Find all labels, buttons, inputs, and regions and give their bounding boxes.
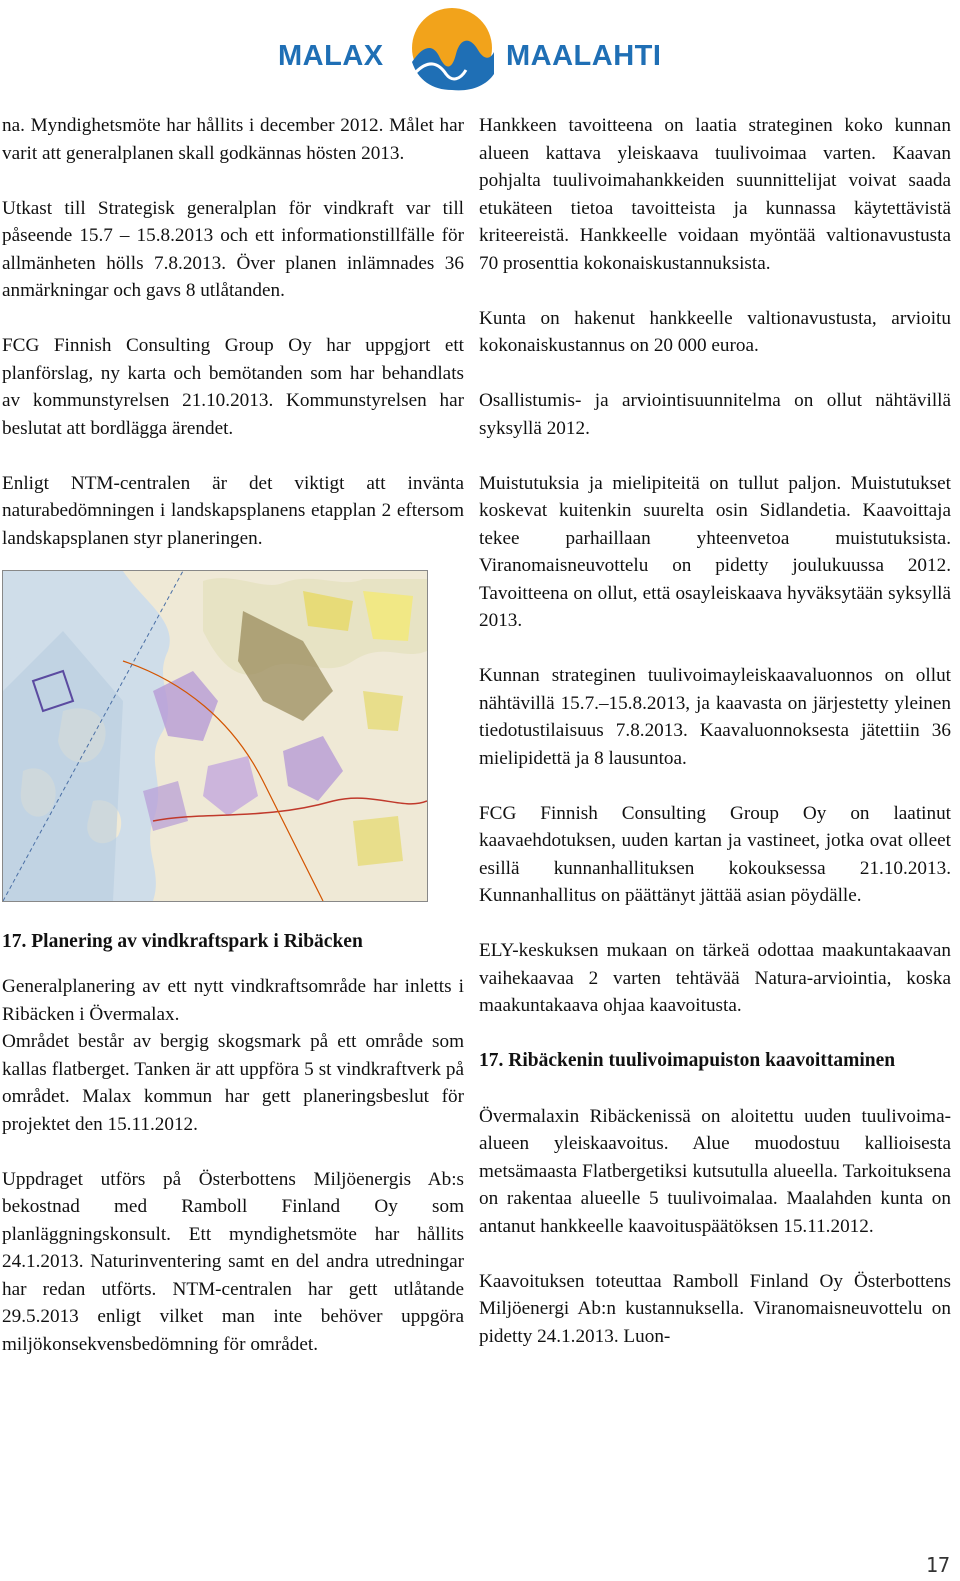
right-paragraph-7: ELY-keskuksen mukaan on tärkeä odottaa maakuntakaavan vaihekaavaa 2 varten tehtävää Natura-arviointia, koska maakuntakaava ohjaa kaavoitusta. bbox=[479, 940, 951, 1016]
logo-text-maalahti: MAALAHTI bbox=[506, 40, 662, 72]
left-paragraph-4: Enligt NTM-centralen är det viktigt att invänta naturabedömningen i landskapsplanens etapplan 2 eftersom landskapsplanen styr planeringen. bbox=[2, 472, 464, 549]
left-paragraph-6: Området består av bergig skogsmark på ett område som kallas flatberget. Tanken är att uppföra 5 st vindkraftverk på området. Malax kommun har gett planeringsbeslut för projektet den 15.11.2012. bbox=[2, 1031, 464, 1135]
malax-maalahti-logo bbox=[278, 4, 688, 94]
right-section-heading: 17. Ribäckenin tuulivoimapuiston kaavoittaminen bbox=[479, 1050, 896, 1071]
logo-text-malax: MALAX bbox=[278, 40, 384, 72]
left-paragraph-3: FCG Finnish Consulting Group Oy har uppgjort ett planförslag, ny karta och bemötanden som har behandlats av kommunstyrelsen 21.10.2013. Kommunstyrelsen har beslutat att bordlägga ärendet. bbox=[2, 335, 464, 439]
page-header bbox=[0, 0, 960, 100]
right-paragraph-3: Osallistumis- ja arviointisuunnitelma on ollut nähtävillä syksyllä 2012. bbox=[479, 390, 951, 439]
right-paragraph-2: Kunta on hakenut hankkeelle valtionavustusta, arvioitu kokonaiskustannus on 20 000 euroa. bbox=[479, 307, 951, 356]
left-paragraph-2: Utkast till Strategisk generalplan för vindkraft var till påseende 15.7 – 15.8.2013 och ett informationstillfälle för allmänheten hölls 7.8.2013. Över planen inlämnades 36 anmärkningar och gavs 8 utlåtanden. bbox=[2, 197, 464, 301]
wave-emblem-icon bbox=[406, 4, 498, 92]
right-paragraph-1: Hankkeen tavoitteena on laatia strateginen koko kunnan alueen kattava yleiskaava tuulivoimaa varten. Kaavan pohjalta tuulivoimahankkeiden suunnittelijat voivat saada etukäteen tietoa tavoitteista ja kunnassa käytettävistä kriteereistä. Hankkeelle voidaan myöntää valtionavustusta 70 prosenttia kokonaiskustannuksista. bbox=[479, 115, 951, 274]
right-paragraph-6: FCG Finnish Consulting Group Oy on laatinut kaavaehdotuksen, uuden kartan ja vastineet, jotka ovat olleet esillä kunnanhallituksen kokouksessa 21.10.2013. Kunnanhallitus on päättänyt jättää asian pöydälle. bbox=[479, 802, 951, 906]
right-column bbox=[479, 112, 951, 1350]
left-paragraph-1: na. Myndighetsmöte har hållits i december 2012. Målet har varit att generalplanen skall godkännas hösten 2013. bbox=[2, 115, 464, 164]
right-paragraph-8: Övermalaxin Ribäckenissä on aloitettu uuden tuulivoima-alueen yleiskaavoitus. Alue muodostuu kallioisesta metsämaasta Flatbergetiksi kutsutulla alueella. Tarkoituksena on rakentaa alueelle 5 tuulivoimalaa. Maalahden kunta on antanut hankkeelle kaavoituspäätöksen 15.11.2012. bbox=[479, 1105, 951, 1237]
right-paragraph-4: Muistutuksia ja mielipiteitä on tullut paljon. Muistutukset koskevat kuitenkin suurelta osin Sidlandetia. Kaavoittaja tekee parhaillaan yhteenvetoa muistutuksista. Viranomaisneuvottelu on pidetty joulukuussa 2012. Tavoitteena on ollut, että osayleiskaava hyväksytään syksyllä 2013. bbox=[479, 472, 951, 631]
page-number: 17 bbox=[925, 1553, 950, 1577]
left-section-heading: 17. Planering av vindkraftspark i Ribäcken bbox=[2, 931, 363, 952]
left-column bbox=[2, 112, 464, 1358]
wind-power-map-image bbox=[2, 570, 428, 902]
right-paragraph-5: Kunnan strateginen tuulivoimayleiskaavaluonnos on ollut nähtävillä 15.7.–15.8.2013, ja kaavasta on järjestetty yleinen tiedotustilaisuus 7.8.2013. Kaavaluonnoksesta jätettiin 36 mielipidettä ja 8 lausuntoa. bbox=[479, 665, 951, 769]
left-paragraph-5: Generalplanering av ett nytt vindkraftsområde har inletts i Ribäcken i Övermalax. bbox=[2, 976, 464, 1025]
left-paragraph-7: Uppdraget utförs på Österbottens Miljöenergis Ab:s bekostnad med Ramboll Finland Oy som planläggningskonsult. Ett myndighetsmöte har hållits 24.1.2013. Naturinventering samt en del andra utredningar har redan utförts. NTM-centralen har gett utlåtande 29.5.2013 enligt vilket man inte behöver uppgöra miljökonsekvensbedömning för området. bbox=[2, 1168, 464, 1355]
right-paragraph-9: Kaavoituksen toteuttaa Ramboll Finland Oy Österbottens Miljöenergi Ab:n kustannuksella. Viranomaisneuvottelu on pidetty 24.1.2013. Luon- bbox=[479, 1270, 951, 1347]
